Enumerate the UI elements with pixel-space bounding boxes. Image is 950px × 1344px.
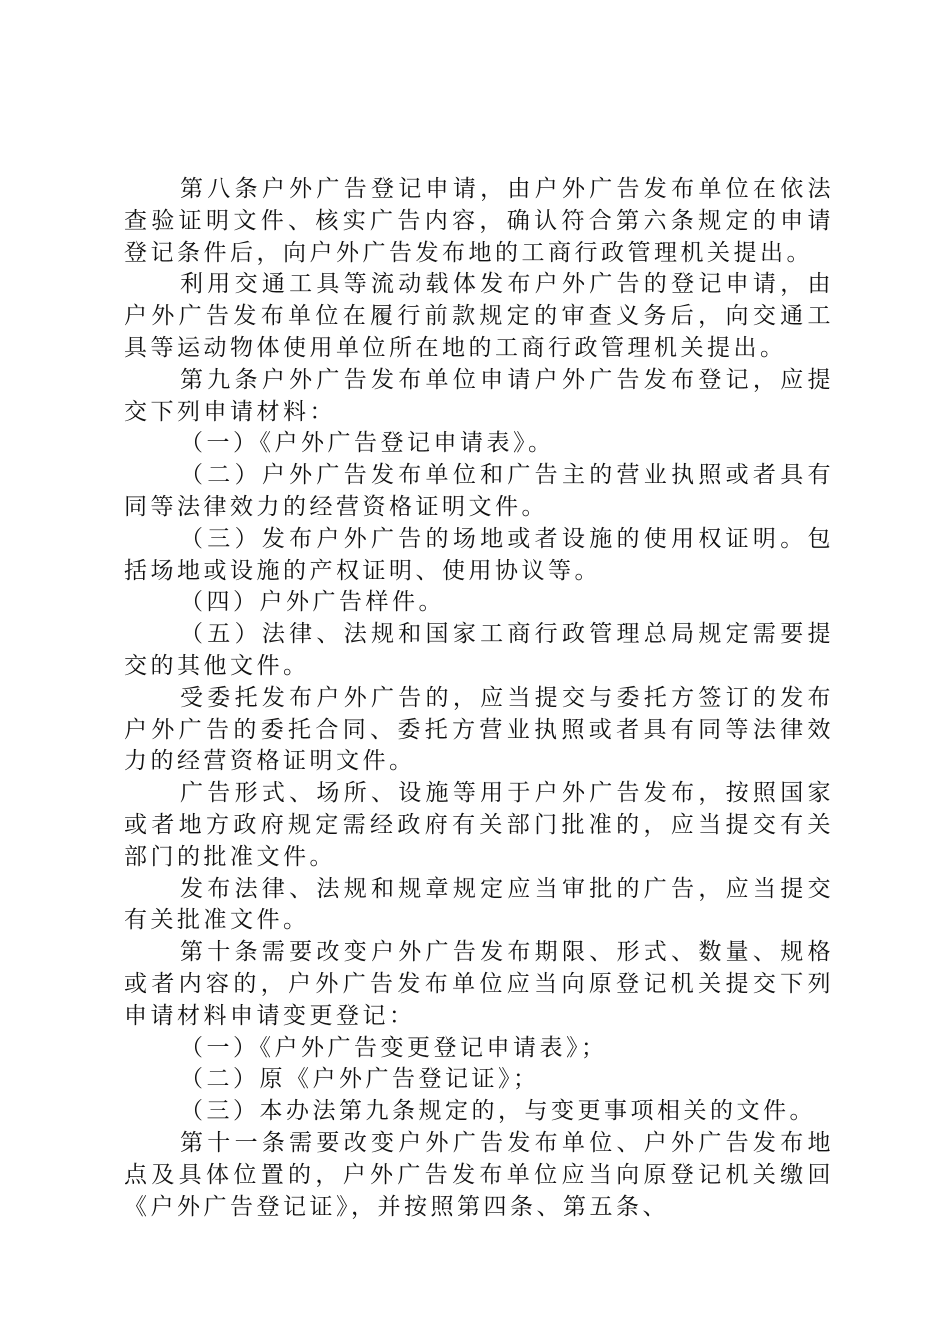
- paragraph-approval: 广告形式、场所、设施等用于户外广告发布，按照国家或者地方政府规定需经政府有关部门批准的，应当提交有关部门的批准文件。: [124, 780, 834, 870]
- list-item-9-2: （二）户外广告发布单位和广告主的营业执照或者具有同等法律效力的经营资格证明文件。: [124, 462, 834, 520]
- paragraph-article-11: 第十一条需要改变户外广告发布单位、户外广告发布地点及具体位置的，户外广告发布单位应当向原登记机关缴回《户外广告登记证》，并按照第四条、第五条、: [124, 1129, 834, 1220]
- paragraph-article-10: 第十条需要改变户外广告发布期限、形式、数量、规格或者内容的，户外广告发布单位应当向原登记机关提交下列申请材料申请变更登记：: [124, 939, 834, 1029]
- paragraph-article-8: 第八条户外广告登记申请，由户外广告发布单位在依法查验证明文件、核实广告内容，确认符合第六条规定的申请登记条件后，向户外广告发布地的工商行政管理机关提出。: [124, 176, 834, 266]
- list-item-9-5: （五）法律、法规和国家工商行政管理总局规定需要提交的其他文件。: [124, 621, 834, 679]
- document-body: [124, 174, 834, 1223]
- list-item-9-1: （一）《户外广告登记申请表》。: [180, 430, 555, 457]
- list-item-9-4: （四）户外广告样件。: [180, 589, 445, 616]
- list-item-10-3: （三）本办法第九条规定的，与变更事项相关的文件。: [180, 1098, 816, 1125]
- paragraph-entrusted: 受委托发布户外广告的，应当提交与委托方签订的发布户外广告的委托合同、委托方营业执照或者具有同等法律效力的经营资格证明文件。: [124, 684, 834, 775]
- list-item-9-3: （三）发布户外广告的场地或者设施的使用权证明。包括场地或设施的产权证明、使用协议等。: [124, 525, 834, 584]
- list-item-10-2: （二）原《户外广告登记证》；: [180, 1066, 540, 1093]
- paragraph-mobile-carrier: 利用交通工具等流动载体发布户外广告的登记申请，由户外广告发布单位在履行前款规定的审查义务后，向交通工具等运动物体使用单位所在地的工商行政管理机关提出。: [124, 271, 834, 361]
- list-item-10-1: （一）《户外广告变更登记申请表》；: [180, 1034, 608, 1061]
- paragraph-legal-review: 发布法律、法规和规章规定应当审批的广告，应当提交有关批准文件。: [124, 875, 834, 934]
- paragraph-article-9: 第九条户外广告发布单位申请户外广告发布登记，应提交下列申请材料：: [124, 366, 834, 425]
